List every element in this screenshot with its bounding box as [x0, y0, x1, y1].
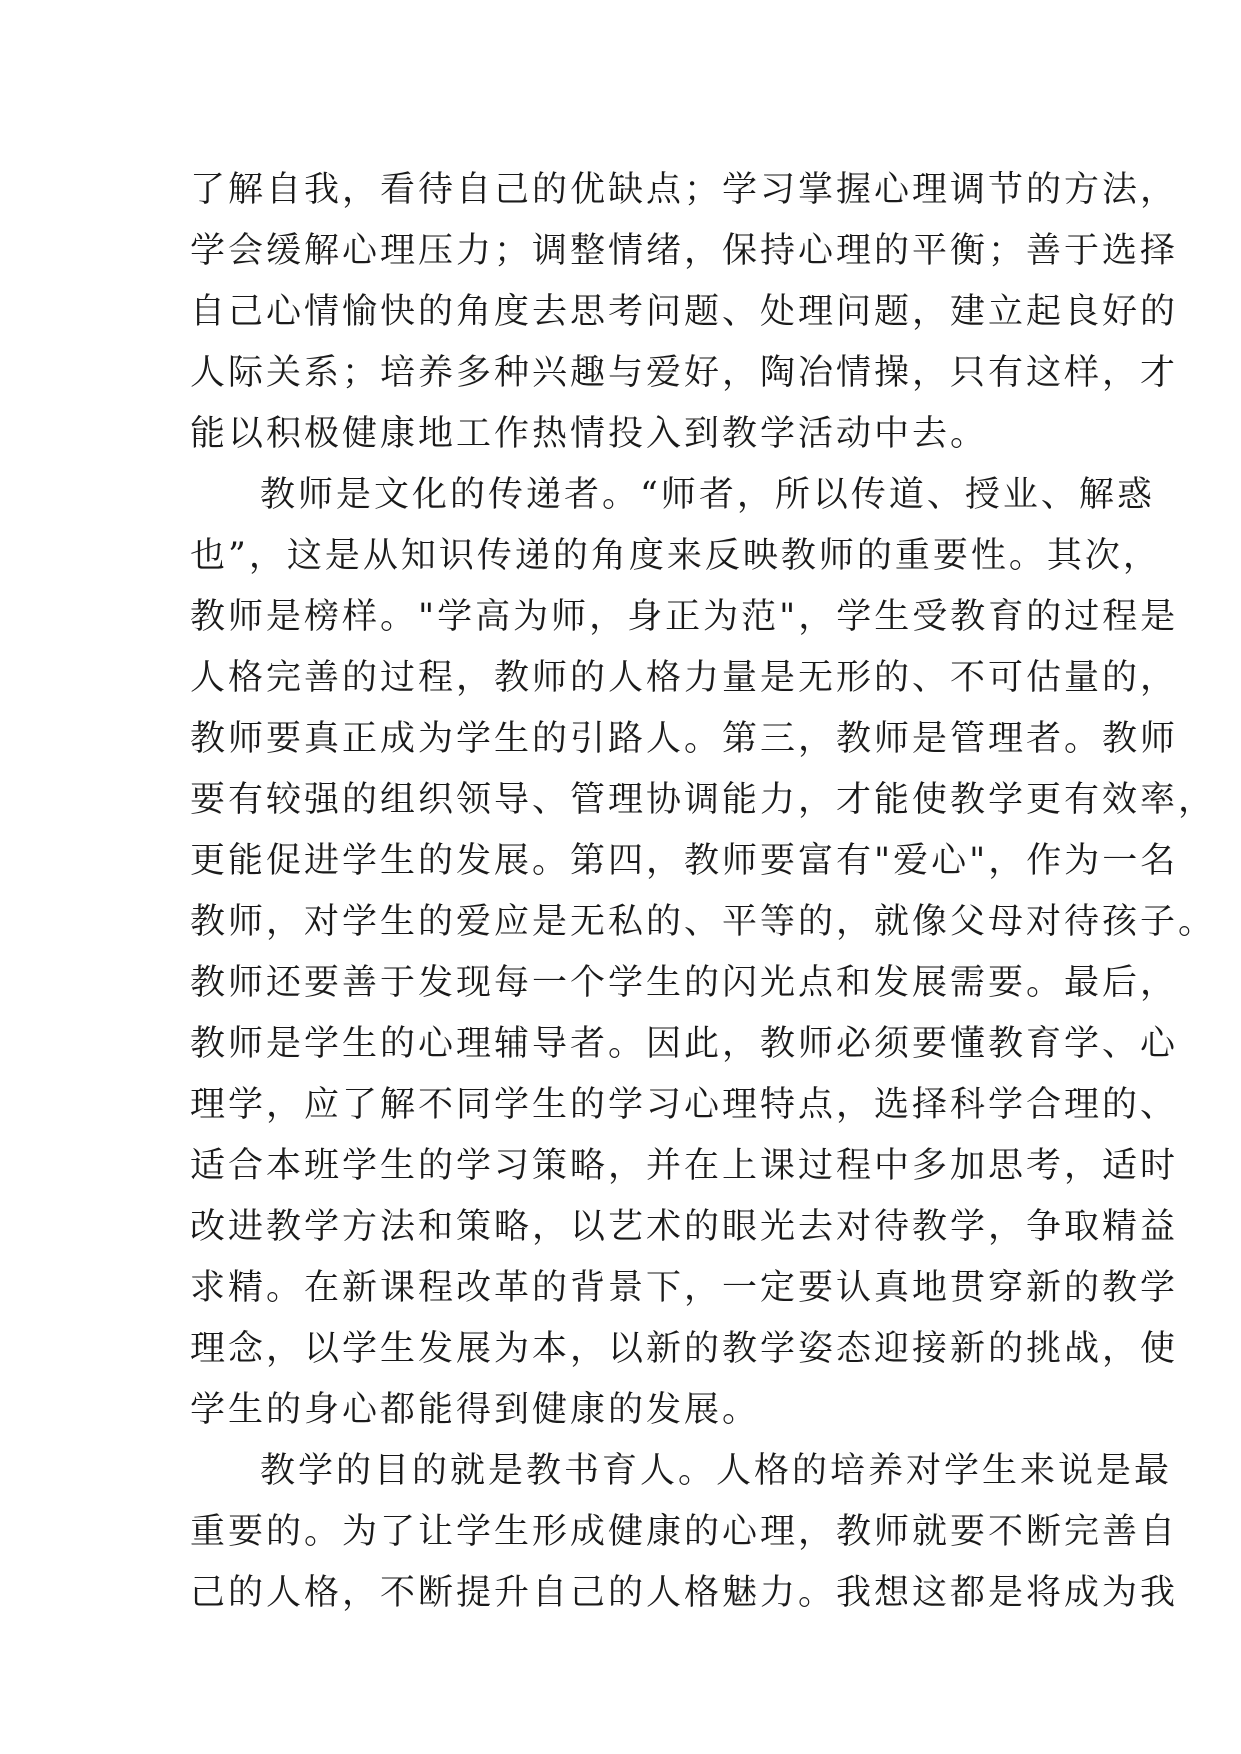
text-line: 要有较强的组织领导、管理协调能力，才能使教学更有效率， — [190, 780, 1217, 820]
text-line: 教师是榜样。"学高为师，身正为范"，学生受教育的过程是 — [190, 597, 1179, 637]
text-line: 也”，这是从知识传递的角度来反映教师的重要性。其次， — [190, 536, 1161, 576]
text-line: 自己心情愉快的角度去思考问题、处理问题，建立起良好的 — [190, 292, 1179, 332]
text-line: 适合本班学生的学习策略，并在上课过程中多加思考，适时 — [190, 1146, 1179, 1186]
text-line: 人格完善的过程，教师的人格力量是无形的、不可估量的， — [190, 658, 1179, 698]
text-line: 己的人格，不断提升自己的人格魅力。我想这都是将成为我 — [190, 1573, 1179, 1613]
text-line: 能以积极健康地工作热情投入到教学活动中去。 — [190, 414, 989, 454]
text-line: 学生的身心都能得到健康的发展。 — [190, 1390, 761, 1430]
paragraph-first-line: 教学的目的就是教书育人。人格的培养对学生来说是最 — [260, 1451, 1173, 1491]
text-line: 教师，对学生的爱应是无私的、平等的，就像父母对待孩子。 — [190, 902, 1217, 942]
text-line: 理念，以学生发展为本，以新的教学姿态迎接新的挑战，使 — [190, 1329, 1179, 1369]
text-line: 更能促进学生的发展。第四，教师要富有"爱心"，作为一名 — [190, 841, 1179, 881]
text-line: 改进教学方法和策略，以艺术的眼光去对待教学，争取精益 — [190, 1207, 1179, 1247]
text-line: 学会缓解心理压力；调整情绪，保持心理的平衡；善于选择 — [190, 231, 1179, 271]
text-line: 理学，应了解不同学生的学习心理特点，选择科学合理的、 — [190, 1085, 1179, 1125]
document-body — [190, 160, 1217, 1624]
text-line: 教师要真正成为学生的引路人。第三，教师是管理者。教师 — [190, 719, 1179, 759]
text-line: 重要的。为了让学生形成健康的心理，教师就要不断完善自 — [190, 1512, 1179, 1552]
text-line: 人际关系；培养多种兴趣与爱好，陶冶情操，只有这样，才 — [190, 353, 1179, 393]
text-line: 求精。在新课程改革的背景下，一定要认真地贯穿新的教学 — [190, 1268, 1179, 1308]
text-line: 教师还要善于发现每一个学生的闪光点和发展需要。最后， — [190, 963, 1179, 1003]
text-line: 教师是学生的心理辅导者。因此，教师必须要懂教育学、心 — [190, 1024, 1179, 1064]
paragraph-first-line: 教师是文化的传递者。“师者，所以传道、授业、解惑 — [260, 475, 1155, 515]
text-line: 了解自我，看待自己的优缺点；学习掌握心理调节的方法， — [190, 170, 1179, 210]
